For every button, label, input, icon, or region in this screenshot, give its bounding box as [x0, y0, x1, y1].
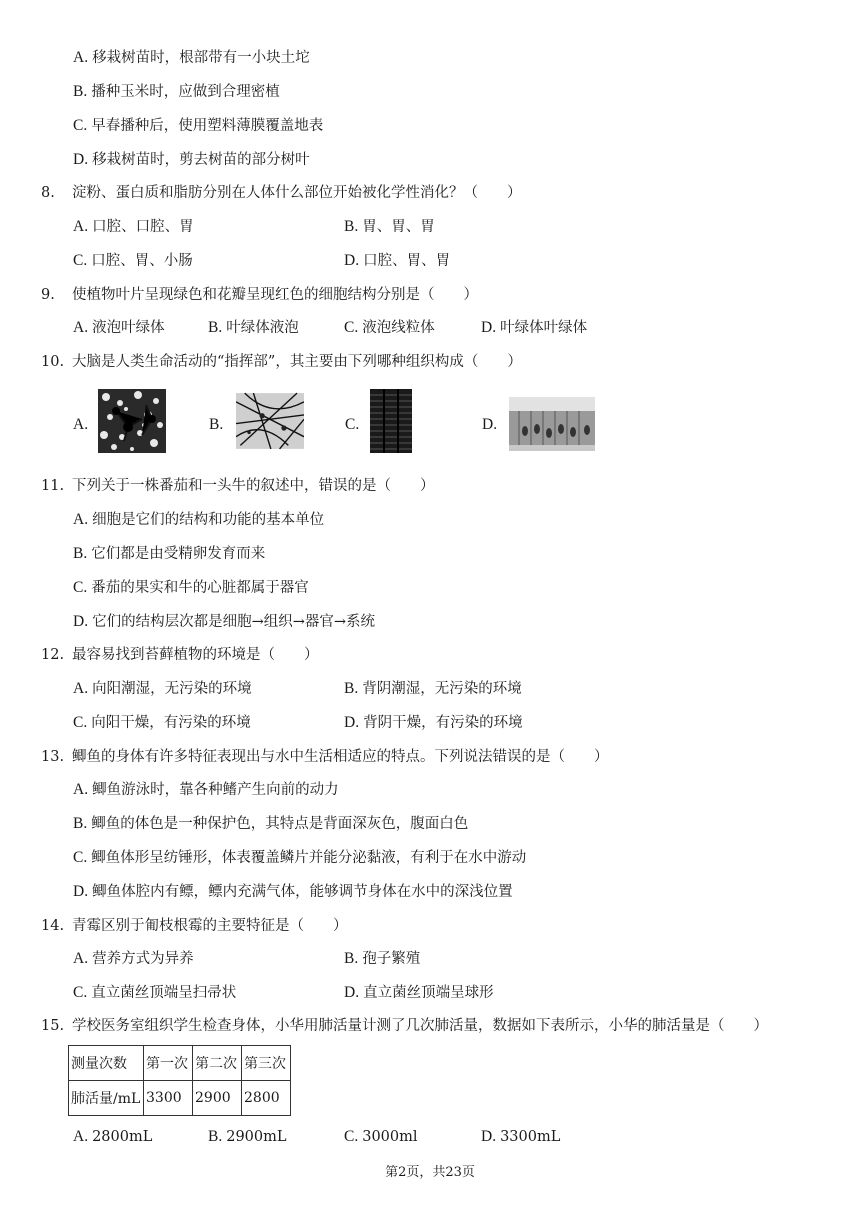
question-number: 9.	[41, 287, 55, 303]
option-label: A.	[73, 950, 89, 967]
q8-option-c	[73, 251, 193, 271]
option-text: 鲫鱼的体色是一种保护色，其特点是背面深灰色，腹面白色	[91, 816, 469, 832]
q8-option-a	[73, 217, 194, 237]
option-label: B.	[344, 218, 359, 235]
option-text: 直立菌丝顶端呈球形	[363, 985, 494, 1001]
option-text: 向阳潮湿，无污染的环境	[92, 681, 252, 697]
page-footer: 第2页，共23页	[385, 1165, 475, 1180]
connective-tissue-image-b	[236, 389, 304, 453]
option-text: 液泡叶绿体	[92, 320, 165, 336]
option-label: C.	[344, 319, 359, 336]
option-label: C.	[73, 714, 88, 731]
option-label: B.	[208, 1128, 223, 1145]
option-label: A.	[73, 218, 89, 235]
question-text: 淀粉、蛋白质和脂肪分别在人体什么部位开始被化学性消化？（ ）	[72, 185, 522, 201]
option-label: D.	[344, 984, 360, 1001]
table-cell: 第三次	[242, 1046, 291, 1081]
q9-stem	[41, 285, 478, 305]
question-number: 8.	[41, 185, 55, 201]
question-text: 大脑是人类生命活动的“指挥部”，其主要由下列哪种组织构成（ ）	[72, 354, 522, 370]
option-text: 2800mL	[92, 1129, 153, 1145]
q10-stem	[41, 352, 522, 372]
option-label: C.	[73, 117, 88, 134]
q12-option-a	[73, 679, 252, 699]
option-text: 鲫鱼体腔内有鳔，鳔内充满气体，能够调节身体在水中的深浅位置	[92, 884, 513, 900]
option-text: 营养方式为异养	[92, 951, 194, 967]
table-cell: 测量次数	[69, 1046, 144, 1081]
option-text: 口腔、口腔、胃	[92, 219, 194, 235]
table-cell: 3300	[144, 1081, 193, 1116]
option-text: 3000ml	[362, 1129, 418, 1145]
option-label: C.	[73, 984, 88, 1001]
option-label: D.	[481, 319, 497, 336]
option-text: 背阴干燥，有污染的环境	[363, 715, 523, 731]
option-label: D.	[73, 613, 89, 630]
question-text: 学校医务室组织学生检查身体，小华用肺活量计测了几次肺活量，数据如下表所示，小华的肺活量是（ ）	[72, 1018, 768, 1034]
table-header-row	[69, 1046, 291, 1081]
question-text: 最容易找到苔藓植物的环境是（ ）	[72, 647, 319, 663]
q14-option-d	[344, 983, 494, 1003]
option-text: 3300mL	[500, 1129, 561, 1145]
q14-option-c	[73, 983, 236, 1003]
q12-stem	[41, 645, 319, 665]
q13-option-d	[73, 882, 513, 902]
option-text: 早春播种后，使用塑料薄膜覆盖地表	[91, 118, 324, 134]
q11-option-d	[73, 612, 375, 632]
q13-stem	[41, 747, 609, 767]
option-label: B.	[209, 416, 224, 433]
q15-option-b	[208, 1127, 287, 1147]
option-label: B.	[208, 319, 223, 336]
q13-option-b	[73, 814, 468, 834]
question-number: 11.	[41, 478, 65, 494]
nerve-tissue-image-a	[98, 389, 166, 453]
option-text: 它们都是由受精卵发育而来	[91, 546, 266, 562]
q12-option-b	[344, 679, 522, 699]
option-text: 背阴潮湿，无污染的环境	[362, 681, 522, 697]
option-label: D.	[344, 252, 360, 269]
option-label: C.	[73, 252, 88, 269]
option-label: A.	[73, 680, 89, 697]
option-text: 口腔、胃、小肠	[91, 253, 193, 269]
q13-option-c	[73, 848, 526, 868]
q14-option-b	[344, 949, 420, 969]
option-label: A.	[73, 511, 89, 528]
option-label: C.	[73, 849, 88, 866]
option-label: D.	[481, 1128, 497, 1145]
option-label: C.	[345, 416, 360, 433]
table-cell: 2900	[193, 1081, 242, 1116]
option-text: 细胞是它们的结构和功能的基本单位	[92, 512, 325, 528]
question-number: 13.	[41, 749, 65, 765]
option-label: B.	[73, 815, 88, 832]
option-text: 移栽树苗时，根部带有一小块土坨	[92, 50, 310, 66]
option-label: D.	[73, 151, 89, 168]
q12-option-d	[344, 713, 523, 733]
lung-capacity-table	[68, 1045, 291, 1116]
option-label: C.	[344, 1128, 359, 1145]
q12-option-c	[73, 713, 251, 733]
q11-option-a	[73, 510, 324, 530]
option-text: 胃、胃、胃	[362, 219, 435, 235]
q7-option-d	[73, 150, 310, 170]
option-label: D.	[344, 714, 360, 731]
q9-option-c	[344, 318, 435, 338]
option-text: 直立菌丝顶端呈扫帚状	[91, 985, 237, 1001]
q11-option-b	[73, 544, 265, 564]
option-label: C.	[73, 579, 88, 596]
q7-option-b	[73, 82, 280, 102]
option-label: B.	[344, 950, 359, 967]
option-text: 叶绿体叶绿体	[500, 320, 588, 336]
question-text: 鲫鱼的身体有许多特征表现出与水中生活相适应的特点。下列说法错误的是（ ）	[72, 749, 609, 765]
option-text: 孢子繁殖	[362, 951, 421, 967]
q15-option-a	[73, 1127, 152, 1147]
question-number: 12.	[41, 647, 65, 663]
option-label: B.	[344, 680, 359, 697]
q11-stem	[41, 476, 435, 496]
q7-option-c	[73, 116, 323, 136]
q11-option-c	[73, 578, 309, 598]
q9-option-d	[481, 318, 587, 338]
option-label: A.	[73, 1128, 89, 1145]
q15-option-d	[481, 1127, 560, 1147]
option-text: 液泡线粒体	[362, 320, 435, 336]
q8-option-d	[344, 251, 450, 271]
option-label: A.	[73, 319, 89, 336]
option-label: B.	[73, 545, 88, 562]
question-text: 下列关于一株番茄和一头牛的叙述中，错误的是（ ）	[72, 478, 435, 494]
q9-option-a	[73, 318, 165, 338]
option-text: 鲫鱼游泳时，靠各种鳍产生向前的动力	[92, 782, 339, 798]
option-label: A.	[73, 781, 89, 798]
option-text: 口腔、胃、胃	[363, 253, 451, 269]
option-text: 鲫鱼体形呈纺锤形，体表覆盖鳞片并能分泌黏液，有利于在水中游动	[91, 850, 527, 866]
q8-option-b	[344, 217, 435, 237]
option-text: 播种玉米时，应做到合理密植	[91, 84, 280, 100]
q8-stem	[41, 183, 522, 203]
table-cell: 第二次	[193, 1046, 242, 1081]
option-label: B.	[73, 83, 88, 100]
q7-option-a	[73, 48, 310, 68]
muscle-tissue-image-c	[370, 389, 412, 453]
option-label: A.	[73, 416, 89, 433]
table-cell: 第一次	[144, 1046, 193, 1081]
question-number: 15.	[41, 1018, 65, 1034]
question-text: 青霉区别于匍枝根霉的主要特征是（ ）	[72, 918, 348, 934]
q15-stem	[41, 1016, 768, 1036]
option-label: A.	[73, 49, 89, 66]
table-row	[69, 1081, 291, 1116]
option-text: 叶绿体液泡	[226, 320, 299, 336]
table-cell: 肺活量/mL	[69, 1081, 144, 1116]
option-text: 向阳干燥，有污染的环境	[91, 715, 251, 731]
option-text: 它们的结构层次都是细胞→组织→器官→系统	[92, 614, 376, 630]
q9-option-b	[208, 318, 299, 338]
table-cell: 2800	[242, 1081, 291, 1116]
epithelial-tissue-image-d	[509, 389, 595, 453]
option-text: 移栽树苗时，剪去树苗的部分树叶	[92, 152, 310, 168]
option-label: D.	[73, 883, 89, 900]
question-number: 10.	[41, 354, 65, 370]
option-text: 2900mL	[226, 1129, 287, 1145]
q15-option-c	[344, 1127, 418, 1147]
question-number: 14.	[41, 918, 65, 934]
option-label: D.	[482, 416, 498, 433]
q14-stem	[41, 916, 348, 936]
question-text: 使植物叶片呈现绿色和花瓣呈现红色的细胞结构分别是（ ）	[72, 287, 478, 303]
option-text: 番茄的果实和牛的心脏都属于器官	[91, 580, 309, 596]
q13-option-a	[73, 780, 339, 800]
q14-option-a	[73, 949, 194, 969]
